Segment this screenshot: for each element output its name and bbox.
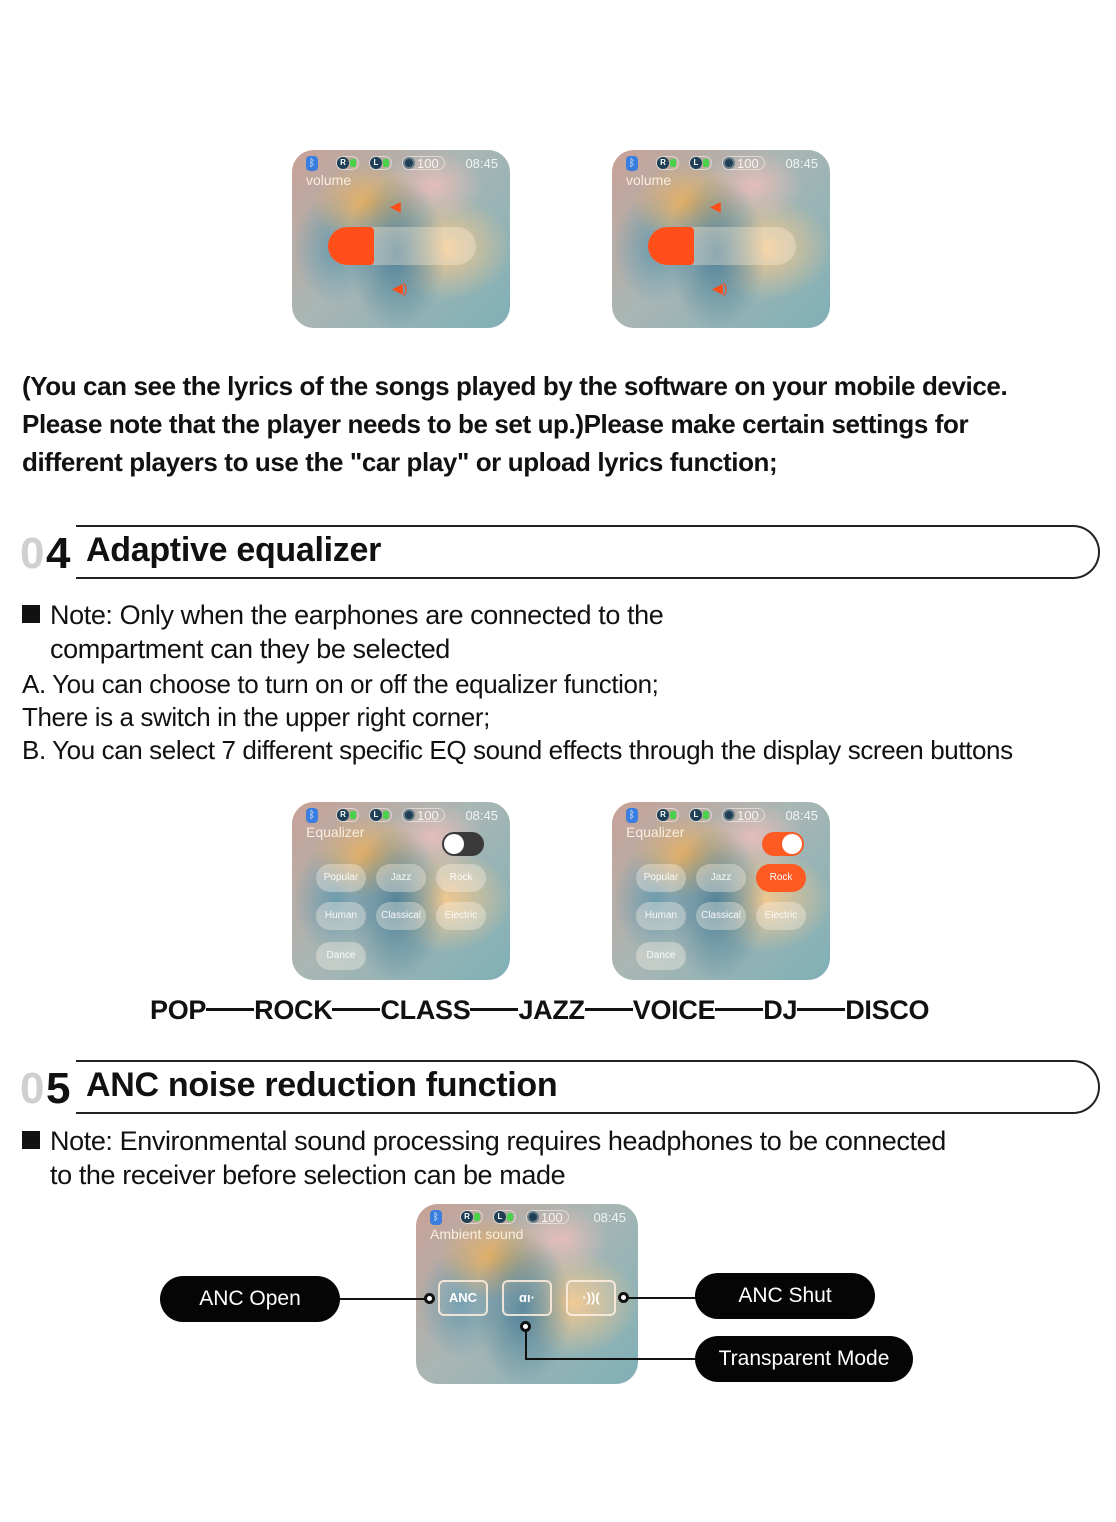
status-bar	[306, 807, 498, 823]
connector-dot	[424, 1293, 435, 1304]
anc-off-button[interactable]	[566, 1280, 616, 1316]
case-icon	[403, 809, 415, 821]
separator	[797, 1008, 845, 1011]
section-number-prefix: 0	[20, 529, 45, 578]
volume-screen-1	[292, 150, 510, 328]
screen-title: volume	[626, 172, 672, 188]
case-icon	[723, 157, 735, 169]
eq-button-rock[interactable]: Rock	[436, 864, 486, 892]
volume-fill	[328, 227, 374, 265]
bluetooth-icon: ᛒ	[430, 1210, 442, 1225]
speaker-low-icon: ◀	[390, 198, 401, 214]
bluetooth-icon: ᛒ	[306, 156, 318, 171]
battery-dot-icon	[703, 159, 709, 167]
screen-title: Ambient sound	[430, 1226, 524, 1242]
right-earbud-indicator: R	[656, 808, 679, 822]
eq-button-jazz[interactable]: Jazz	[696, 864, 746, 892]
eq-button-electric[interactable]: Electric	[436, 902, 486, 930]
connector-line	[525, 1330, 527, 1360]
battery-dot-icon	[507, 1213, 513, 1221]
separator	[585, 1008, 633, 1011]
status-bar	[430, 1209, 626, 1225]
left-earbud-indicator: L	[689, 156, 712, 170]
eq-button-electric[interactable]: Electric	[756, 902, 806, 930]
callout-anc-shut: ANC Shut	[695, 1273, 875, 1319]
anc-off-icon: ·))(	[582, 1290, 600, 1305]
clock: 08:45	[465, 807, 498, 823]
status-bar	[626, 155, 818, 171]
eq-button-popular[interactable]: Popular	[636, 864, 686, 892]
case-battery: 100	[402, 808, 445, 822]
section-number: 5	[46, 1064, 71, 1113]
eq-button-dance[interactable]: Dance	[636, 942, 686, 970]
volume-slider[interactable]	[648, 227, 796, 265]
connector-dot	[520, 1321, 531, 1332]
section-header-anc	[20, 1060, 1100, 1114]
case-battery: 100	[722, 156, 765, 170]
clock: 08:45	[785, 807, 818, 823]
separator	[332, 1008, 380, 1011]
screen-title: Equalizer	[626, 824, 685, 840]
volume-fill	[648, 227, 694, 265]
equalizer-toggle[interactable]	[762, 832, 804, 856]
eq-mode-label: ROCK	[254, 995, 333, 1025]
right-earbud-indicator: R	[336, 156, 359, 170]
speaker-high-icon: ◀)	[392, 280, 408, 296]
section-number-prefix: 0	[20, 1064, 45, 1113]
eq-instruction-a: A. You can choose to turn on or off the equalizer function;	[22, 669, 659, 699]
case-icon	[723, 809, 735, 821]
eq-button-classical[interactable]: Classical	[376, 902, 426, 930]
case-battery: 100	[402, 156, 445, 170]
callout-anc-open: ANC Open	[160, 1276, 340, 1322]
section-header-adaptive-equalizer	[20, 525, 1100, 579]
eq-note: Note: Only when the earphones are connected to the compartment can they be selected	[22, 598, 663, 666]
battery-dot-icon	[703, 811, 709, 819]
eq-instruction-switch: There is a switch in the upper right corner;	[22, 702, 490, 732]
case-icon	[527, 1211, 539, 1223]
equalizer-screen-off	[292, 802, 510, 980]
status-bar	[306, 155, 498, 171]
bluetooth-icon: ᛒ	[626, 808, 638, 823]
separator	[206, 1008, 254, 1011]
ambient-sound-screen	[416, 1204, 638, 1384]
case-battery: 100	[722, 808, 765, 822]
section-title: Adaptive equalizer	[86, 531, 382, 569]
clock: 08:45	[465, 155, 498, 171]
eq-button-popular[interactable]: Popular	[316, 864, 366, 892]
volume-screen-2	[612, 150, 830, 328]
eq-instruction-b: B. You can select 7 different specific EQ sound effects through the display screen buttons	[22, 735, 1013, 765]
case-battery: 100	[526, 1210, 569, 1224]
eq-mode-sequence	[150, 995, 929, 1026]
eq-button-human[interactable]: Human	[636, 902, 686, 930]
toggle-knob	[782, 834, 802, 854]
bluetooth-icon: ᛒ	[306, 808, 318, 823]
eq-mode-label: DISCO	[845, 995, 930, 1025]
anc-button[interactable]	[438, 1280, 488, 1316]
equalizer-screen-on	[612, 802, 830, 980]
equalizer-toggle[interactable]	[442, 832, 484, 856]
battery-dot-icon	[350, 811, 356, 819]
left-earbud-indicator: L	[493, 1210, 516, 1224]
battery-dot-icon	[474, 1213, 480, 1221]
connector-line	[628, 1297, 698, 1299]
left-earbud-indicator: L	[689, 808, 712, 822]
lyrics-note: (You can see the lyrics of the songs played by the software on your mobile device. Please note that the player needs to be set up.)Please make certain settings for different players to use the "car play" or upload lyrics function;	[22, 371, 1008, 477]
battery-dot-icon	[670, 811, 676, 819]
callout-transparent-mode: Transparent Mode	[695, 1336, 913, 1382]
screen-title: volume	[306, 172, 352, 188]
speaker-high-icon: ◀)	[712, 280, 728, 296]
bullet-square-icon	[22, 605, 40, 623]
right-earbud-indicator: R	[336, 808, 359, 822]
eq-button-human[interactable]: Human	[316, 902, 366, 930]
eq-mode-label: POP	[150, 995, 207, 1025]
section-number: 4	[46, 529, 71, 578]
transparent-mode-icon: ɑı·	[519, 1290, 535, 1305]
battery-dot-icon	[383, 811, 389, 819]
screen-title: Equalizer	[306, 824, 365, 840]
clock: 08:45	[785, 155, 818, 171]
bluetooth-icon: ᛒ	[626, 156, 638, 171]
volume-slider[interactable]	[328, 227, 476, 265]
separator	[715, 1008, 763, 1011]
status-bar	[626, 807, 818, 823]
battery-dot-icon	[350, 159, 356, 167]
left-earbud-indicator: L	[369, 156, 392, 170]
transparent-mode-button[interactable]	[502, 1280, 552, 1316]
eq-mode-label: JAZZ	[518, 995, 585, 1025]
separator	[470, 1008, 518, 1011]
eq-mode-label: CLASS	[380, 995, 471, 1025]
toggle-knob	[444, 834, 464, 854]
clock: 08:45	[593, 1209, 626, 1225]
eq-mode-label: VOICE	[632, 995, 716, 1025]
battery-dot-icon	[670, 159, 676, 167]
connector-dot	[618, 1292, 629, 1303]
eq-button-jazz[interactable]: Jazz	[376, 864, 426, 892]
eq-button-classical[interactable]: Classical	[696, 902, 746, 930]
eq-button-dance[interactable]: Dance	[316, 942, 366, 970]
right-earbud-indicator: R	[656, 156, 679, 170]
anc-icon: ANC	[448, 1290, 478, 1305]
eq-mode-label: DJ	[763, 995, 798, 1025]
eq-button-rock[interactable]: Rock	[756, 864, 806, 892]
anc-note: Note: Environmental sound processing requires headphones to be connected to the receiver before selection can be made	[22, 1124, 946, 1192]
connector-line	[338, 1298, 426, 1300]
case-icon	[403, 157, 415, 169]
battery-dot-icon	[383, 159, 389, 167]
right-earbud-indicator: R	[460, 1210, 483, 1224]
left-earbud-indicator: L	[369, 808, 392, 822]
connector-line	[525, 1358, 697, 1360]
speaker-low-icon: ◀	[710, 198, 721, 214]
bullet-square-icon	[22, 1131, 40, 1149]
section-title: ANC noise reduction function	[86, 1066, 558, 1104]
